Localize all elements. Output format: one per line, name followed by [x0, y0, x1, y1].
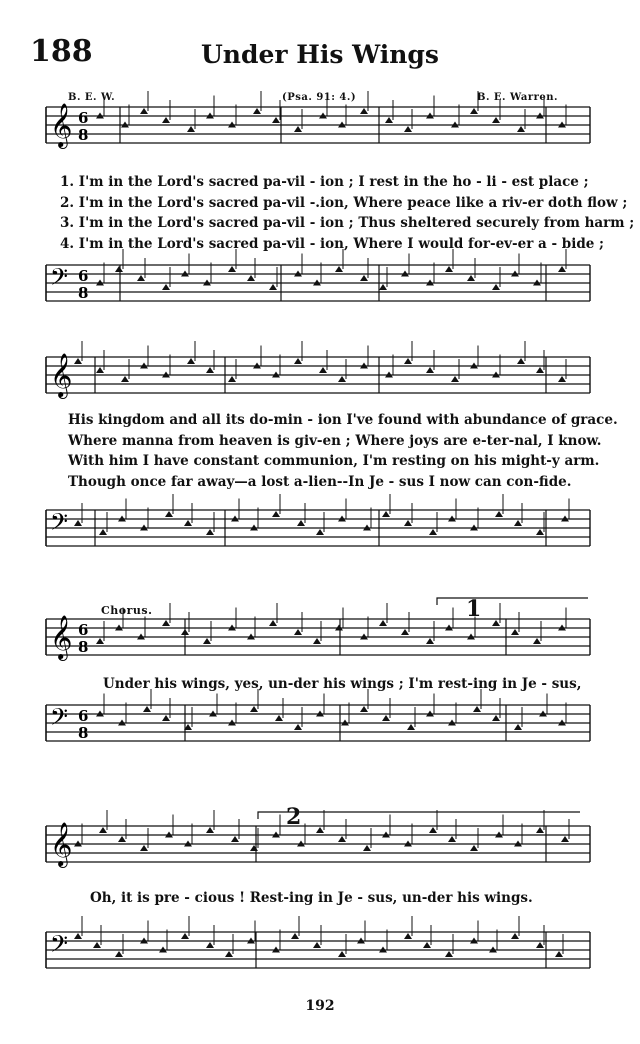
note-head [514, 520, 522, 526]
page-number: 192 [305, 998, 335, 1014]
staff [46, 822, 590, 868]
words-credit: B. E. W. [68, 92, 116, 103]
hymn-number: 188 [30, 34, 93, 69]
note-head [382, 511, 390, 517]
note-head [536, 942, 544, 948]
verse-line: Where manna from heaven is giv-en ; Where joys are e-ter-nal, I know. [68, 432, 602, 449]
svg-text:𝄞: 𝄞 [50, 822, 73, 866]
note-head [426, 367, 434, 373]
note-head [379, 620, 387, 626]
note-head [206, 942, 214, 948]
note-head [426, 638, 434, 644]
note-head [338, 951, 346, 957]
note-head [121, 376, 129, 382]
verse-line: 1. I'm in the Lord's sacred pa-vil - ion ; I rest in the ho - li - est place ; [60, 174, 589, 190]
note-head [162, 715, 170, 721]
svg-text:8: 8 [78, 638, 89, 656]
note-head [272, 511, 280, 517]
svg-text:6: 6 [78, 109, 89, 127]
note-head [294, 126, 302, 132]
note-head [517, 126, 525, 132]
note-head [451, 376, 459, 382]
note-head [561, 836, 569, 842]
note-head [319, 367, 327, 373]
note-head [143, 706, 151, 712]
note-head [470, 845, 478, 851]
note-head [228, 376, 236, 382]
note-head [382, 715, 390, 721]
note-head [558, 376, 566, 382]
note-head [74, 933, 82, 939]
note-head [203, 638, 211, 644]
note-head [470, 108, 478, 114]
chorus-label: Chorus. [101, 604, 153, 617]
note-head [275, 715, 283, 721]
note-head [269, 620, 277, 626]
note-head [536, 529, 544, 535]
note-head [404, 933, 412, 939]
note-head [363, 845, 371, 851]
note-head [231, 836, 239, 842]
svg-text:6: 6 [78, 621, 89, 639]
staff [46, 508, 590, 546]
svg-text:𝄢: 𝄢 [50, 508, 69, 541]
note-head [250, 706, 258, 712]
note-head [316, 827, 324, 833]
note-head [316, 529, 324, 535]
note-head [360, 706, 368, 712]
staff [46, 703, 590, 742]
note-head [533, 638, 541, 644]
svg-text:6: 6 [78, 707, 89, 725]
note-head [181, 933, 189, 939]
note-head [492, 715, 500, 721]
note-head [93, 942, 101, 948]
note-head [511, 933, 519, 939]
verse-line: 4. I'm in the Lord's sacred pa-vil - ion, Where I would for-ev-er a - bide ; [60, 235, 605, 252]
note-head [115, 951, 123, 957]
note-head [429, 827, 437, 833]
svg-text:𝄢: 𝄢 [50, 703, 69, 736]
note-head [184, 520, 192, 526]
verse-line: 3. I'm in the Lord's sacred pa-vil - ion ; Thus sheltered securely from harm ; [60, 215, 635, 231]
verse-lyrics-part1 [60, 172, 634, 254]
chorus-lyrics-line1: Under his wings, yes, un-der his wings ; I'm rest-ing in Je - sus, [103, 676, 582, 692]
note-head [467, 275, 475, 281]
staff [46, 353, 590, 399]
chorus-lyrics-line2: Oh, it is pre - cious ! Rest-ing in Je - sus, un-der his wings. [90, 890, 533, 906]
note-head [206, 529, 214, 535]
note-head [495, 511, 503, 517]
note-head [294, 724, 302, 730]
note-head [514, 724, 522, 730]
scripture-reference: (Psa. 91: 4.) [282, 92, 357, 103]
note-head [250, 845, 258, 851]
note-head [140, 108, 148, 114]
verse-line: His kingdom and all its do-min - ion I've found with abundance of grace. [68, 412, 618, 428]
note-head [99, 827, 107, 833]
verse-lyrics-part2 [68, 410, 618, 492]
svg-text:𝄢: 𝄢 [50, 263, 69, 296]
note-head [360, 108, 368, 114]
note-head [492, 620, 500, 626]
note-head [253, 108, 261, 114]
note-head [492, 284, 500, 290]
second-ending-bracket [258, 812, 580, 819]
note-head [247, 275, 255, 281]
note-head [429, 529, 437, 535]
verse-line: With him I have constant communion, I'm resting on his might-y arm. [68, 453, 600, 469]
note-head [445, 266, 453, 272]
note-head [404, 126, 412, 132]
note-head [294, 629, 302, 635]
svg-text:𝄢: 𝄢 [50, 930, 69, 963]
note-head [225, 951, 233, 957]
note-head [555, 951, 563, 957]
note-head [162, 620, 170, 626]
note-head [118, 836, 126, 842]
note-head [445, 951, 453, 957]
note-head [74, 520, 82, 526]
svg-text:8: 8 [78, 724, 89, 742]
note-head [407, 724, 415, 730]
note-head [558, 266, 566, 272]
svg-text:𝄞: 𝄞 [50, 615, 73, 659]
verse-line: 2. I'm in the Lord's sacred pa-vil -.ion, Where peace like a riv-er doth flow ; [60, 194, 628, 211]
note-head [206, 827, 214, 833]
note-head [360, 275, 368, 281]
note-head [181, 629, 189, 635]
note-head [137, 275, 145, 281]
note-head [99, 529, 107, 535]
note-head [187, 126, 195, 132]
svg-text:𝄞: 𝄞 [50, 103, 73, 147]
note-head [517, 358, 525, 364]
note-head [96, 638, 104, 644]
hymn-title: Under His Wings [200, 40, 439, 69]
note-head [165, 511, 173, 517]
second-ending-number: 2 [286, 804, 302, 830]
note-head [404, 520, 412, 526]
staff [46, 930, 590, 968]
verse-line: Though once far away—a lost a-lien--In Je - sus I now can con-fide. [68, 473, 572, 490]
note-head [448, 836, 456, 842]
note-head [115, 266, 123, 272]
note-head [335, 266, 343, 272]
note-head [338, 836, 346, 842]
note-head [297, 520, 305, 526]
note-head [536, 827, 544, 833]
note-head [228, 266, 236, 272]
first-ending-number: 1 [466, 596, 482, 622]
first-ending-bracket [437, 598, 588, 605]
note-head [401, 629, 409, 635]
svg-text:6: 6 [78, 267, 89, 285]
svg-text:8: 8 [78, 126, 89, 144]
note-head [379, 284, 387, 290]
note-head [272, 117, 280, 123]
note-head [140, 845, 148, 851]
note-head [162, 117, 170, 123]
note-head [162, 284, 170, 290]
note-head [74, 358, 82, 364]
note-head [338, 376, 346, 382]
svg-text:𝄞: 𝄞 [50, 353, 73, 397]
note-head [294, 358, 302, 364]
note-head [187, 358, 195, 364]
note-head [269, 284, 277, 290]
note-head [313, 638, 321, 644]
note-head [492, 117, 500, 123]
music-credit: B. E. Warren. [477, 92, 558, 103]
note-head [385, 117, 393, 123]
note-head [511, 629, 519, 635]
note-head [291, 933, 299, 939]
note-head [313, 942, 321, 948]
staff [46, 615, 590, 661]
note-head [473, 706, 481, 712]
note-head [536, 367, 544, 373]
svg-text:8: 8 [78, 284, 89, 302]
note-head [404, 358, 412, 364]
note-head [96, 367, 104, 373]
note-head [206, 367, 214, 373]
note-head [423, 942, 431, 948]
